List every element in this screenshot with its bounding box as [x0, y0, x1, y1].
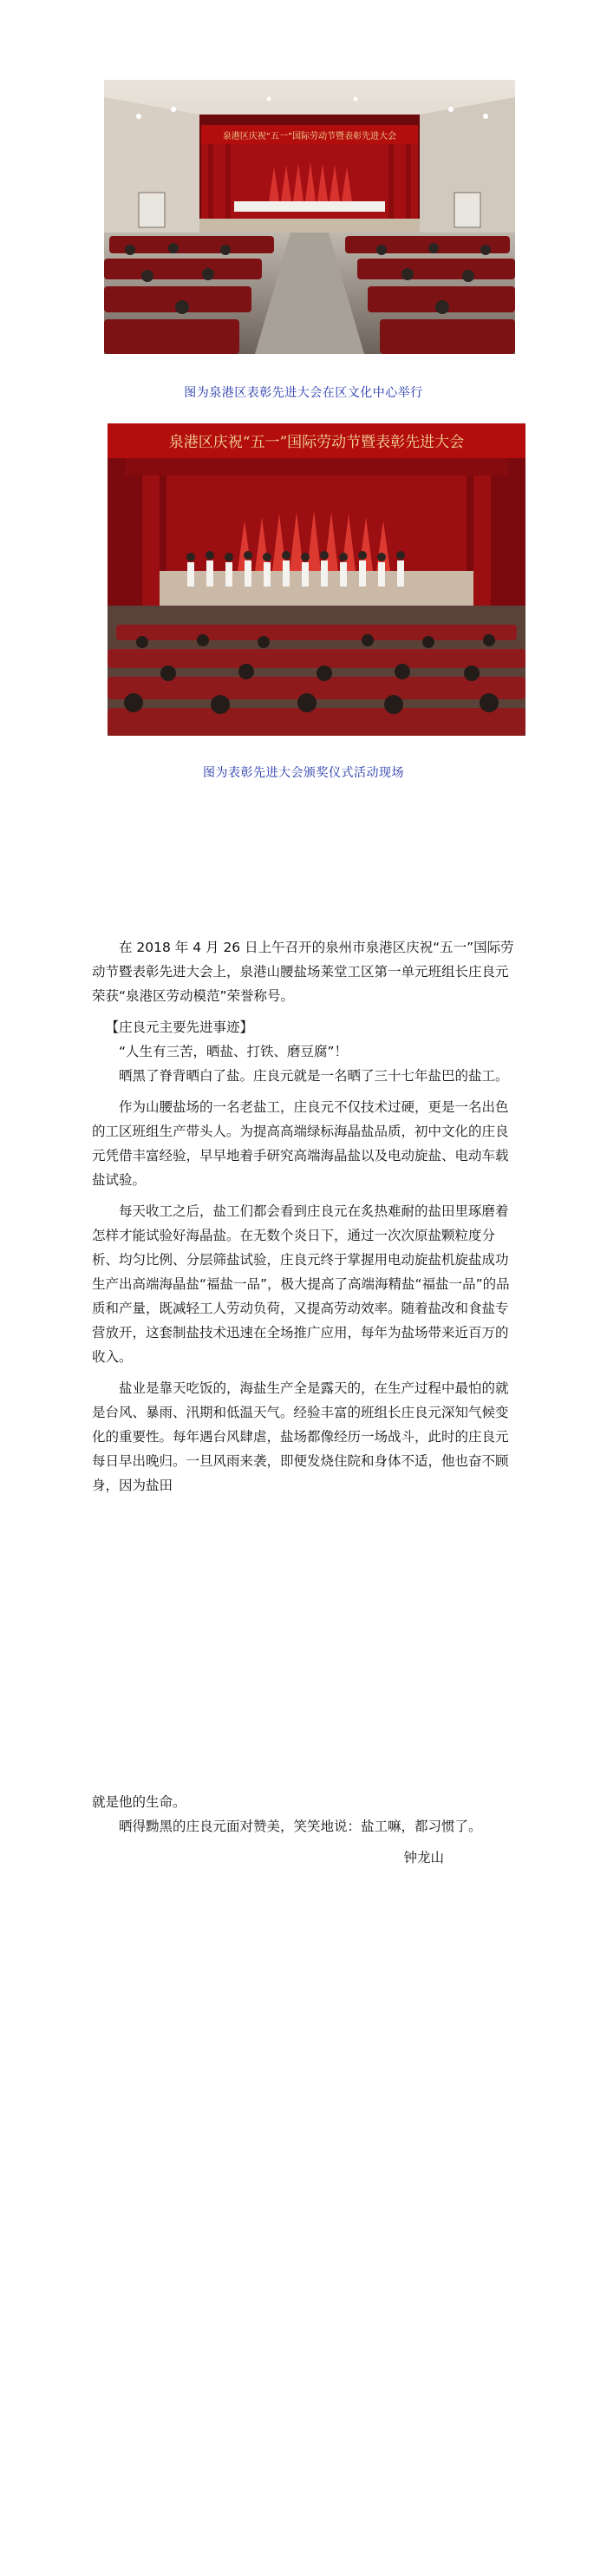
paragraph-4: 盐业是靠天吃饭的，海盐生产全是露天的，在生产过程中最怕的就是台风、暴雨、汛期和低温天气。经验丰富的班组长庄良元深知气候变化的重要性。每年遇台风肆虐，盐场都像经历一场战斗，此时的庄良元每日早出晚归。一旦风雨来袭，即便发烧住院和身体不适，他也奋不顾身，因为盐田 — [92, 1380, 509, 1493]
paragraph-4-end: 就是他的生命。 — [92, 1794, 186, 1810]
article-continuation — [92, 1790, 517, 1870]
article-intro: 在 2018 年 4 月 26 日上午召开的泉州市泉港区庆祝“五一”国际劳动节暨表彰先进大会上，泉港山腰盐场莱堂工区第一单元班组长庄良元荣获“泉港区劳动模范”荣誉称号。 — [92, 940, 514, 1004]
banner-text: 泉港区庆祝“五一”国际劳动节暨表彰先进大会 — [168, 434, 465, 451]
conference-hall-photo — [104, 80, 515, 354]
article-body — [92, 935, 517, 1498]
paragraph-1: 晒黑了脊背晒白了盐。庄良元就是一名晒了三十七年盐巴的盐工。 — [119, 1068, 509, 1084]
award-ceremony-photo — [108, 423, 525, 736]
section-quote: “人生有三苦，晒盐、打铁、磨豆腐”！ — [119, 1044, 349, 1059]
photo-caption-1: 图为泉港区表彰先进大会在区文化中心举行 — [184, 386, 423, 400]
banner-text: 泉港区庆祝“五一”国际劳动节暨表彰先进大会 — [222, 132, 397, 141]
paragraph-3: 每天收工之后，盐工们都会看到庄良元在炙热难耐的盐田里琢磨着怎样才能试验好海晶盐。在无数个炎日下，通过一次次原盐颗粒度分析、均匀比例、分层筛盐试验，庄良元终于掌握用电动旋盐机旋盐成功生产出高端海晶盐“福盐一品”，极大提高了高端海精盐“福盐一品”的品质和产量，既减轻工人劳动负荷，又提高劳动效率。随着盐改和食盐专营放开，这套制盐技术迅速在全场推广应用，每年为盐场带来近百万的收入。 — [92, 1203, 510, 1365]
photo-caption-2: 图为表彰先进大会颁奖仪式活动现场 — [203, 766, 404, 780]
paragraph-2: 作为山腰盐场的一名老盐工，庄良元不仅技术过硬，更是一名出色的工区班组生产带头人。为提高高端绿标海晶盐品质，初中文化的庄良元凭借丰富经验，早早地着手研究高端海晶盐以及电动旋盐、电动车载盐试验。 — [92, 1099, 509, 1188]
author-signature: 钟龙山 — [403, 1850, 444, 1865]
section-title: 【庄良元主要先进事迹】 — [105, 1019, 254, 1035]
paragraph-5: 晒得黝黑的庄良元面对赞美，笑笑地说：盐工嘛，都习惯了。 — [119, 1819, 482, 1834]
